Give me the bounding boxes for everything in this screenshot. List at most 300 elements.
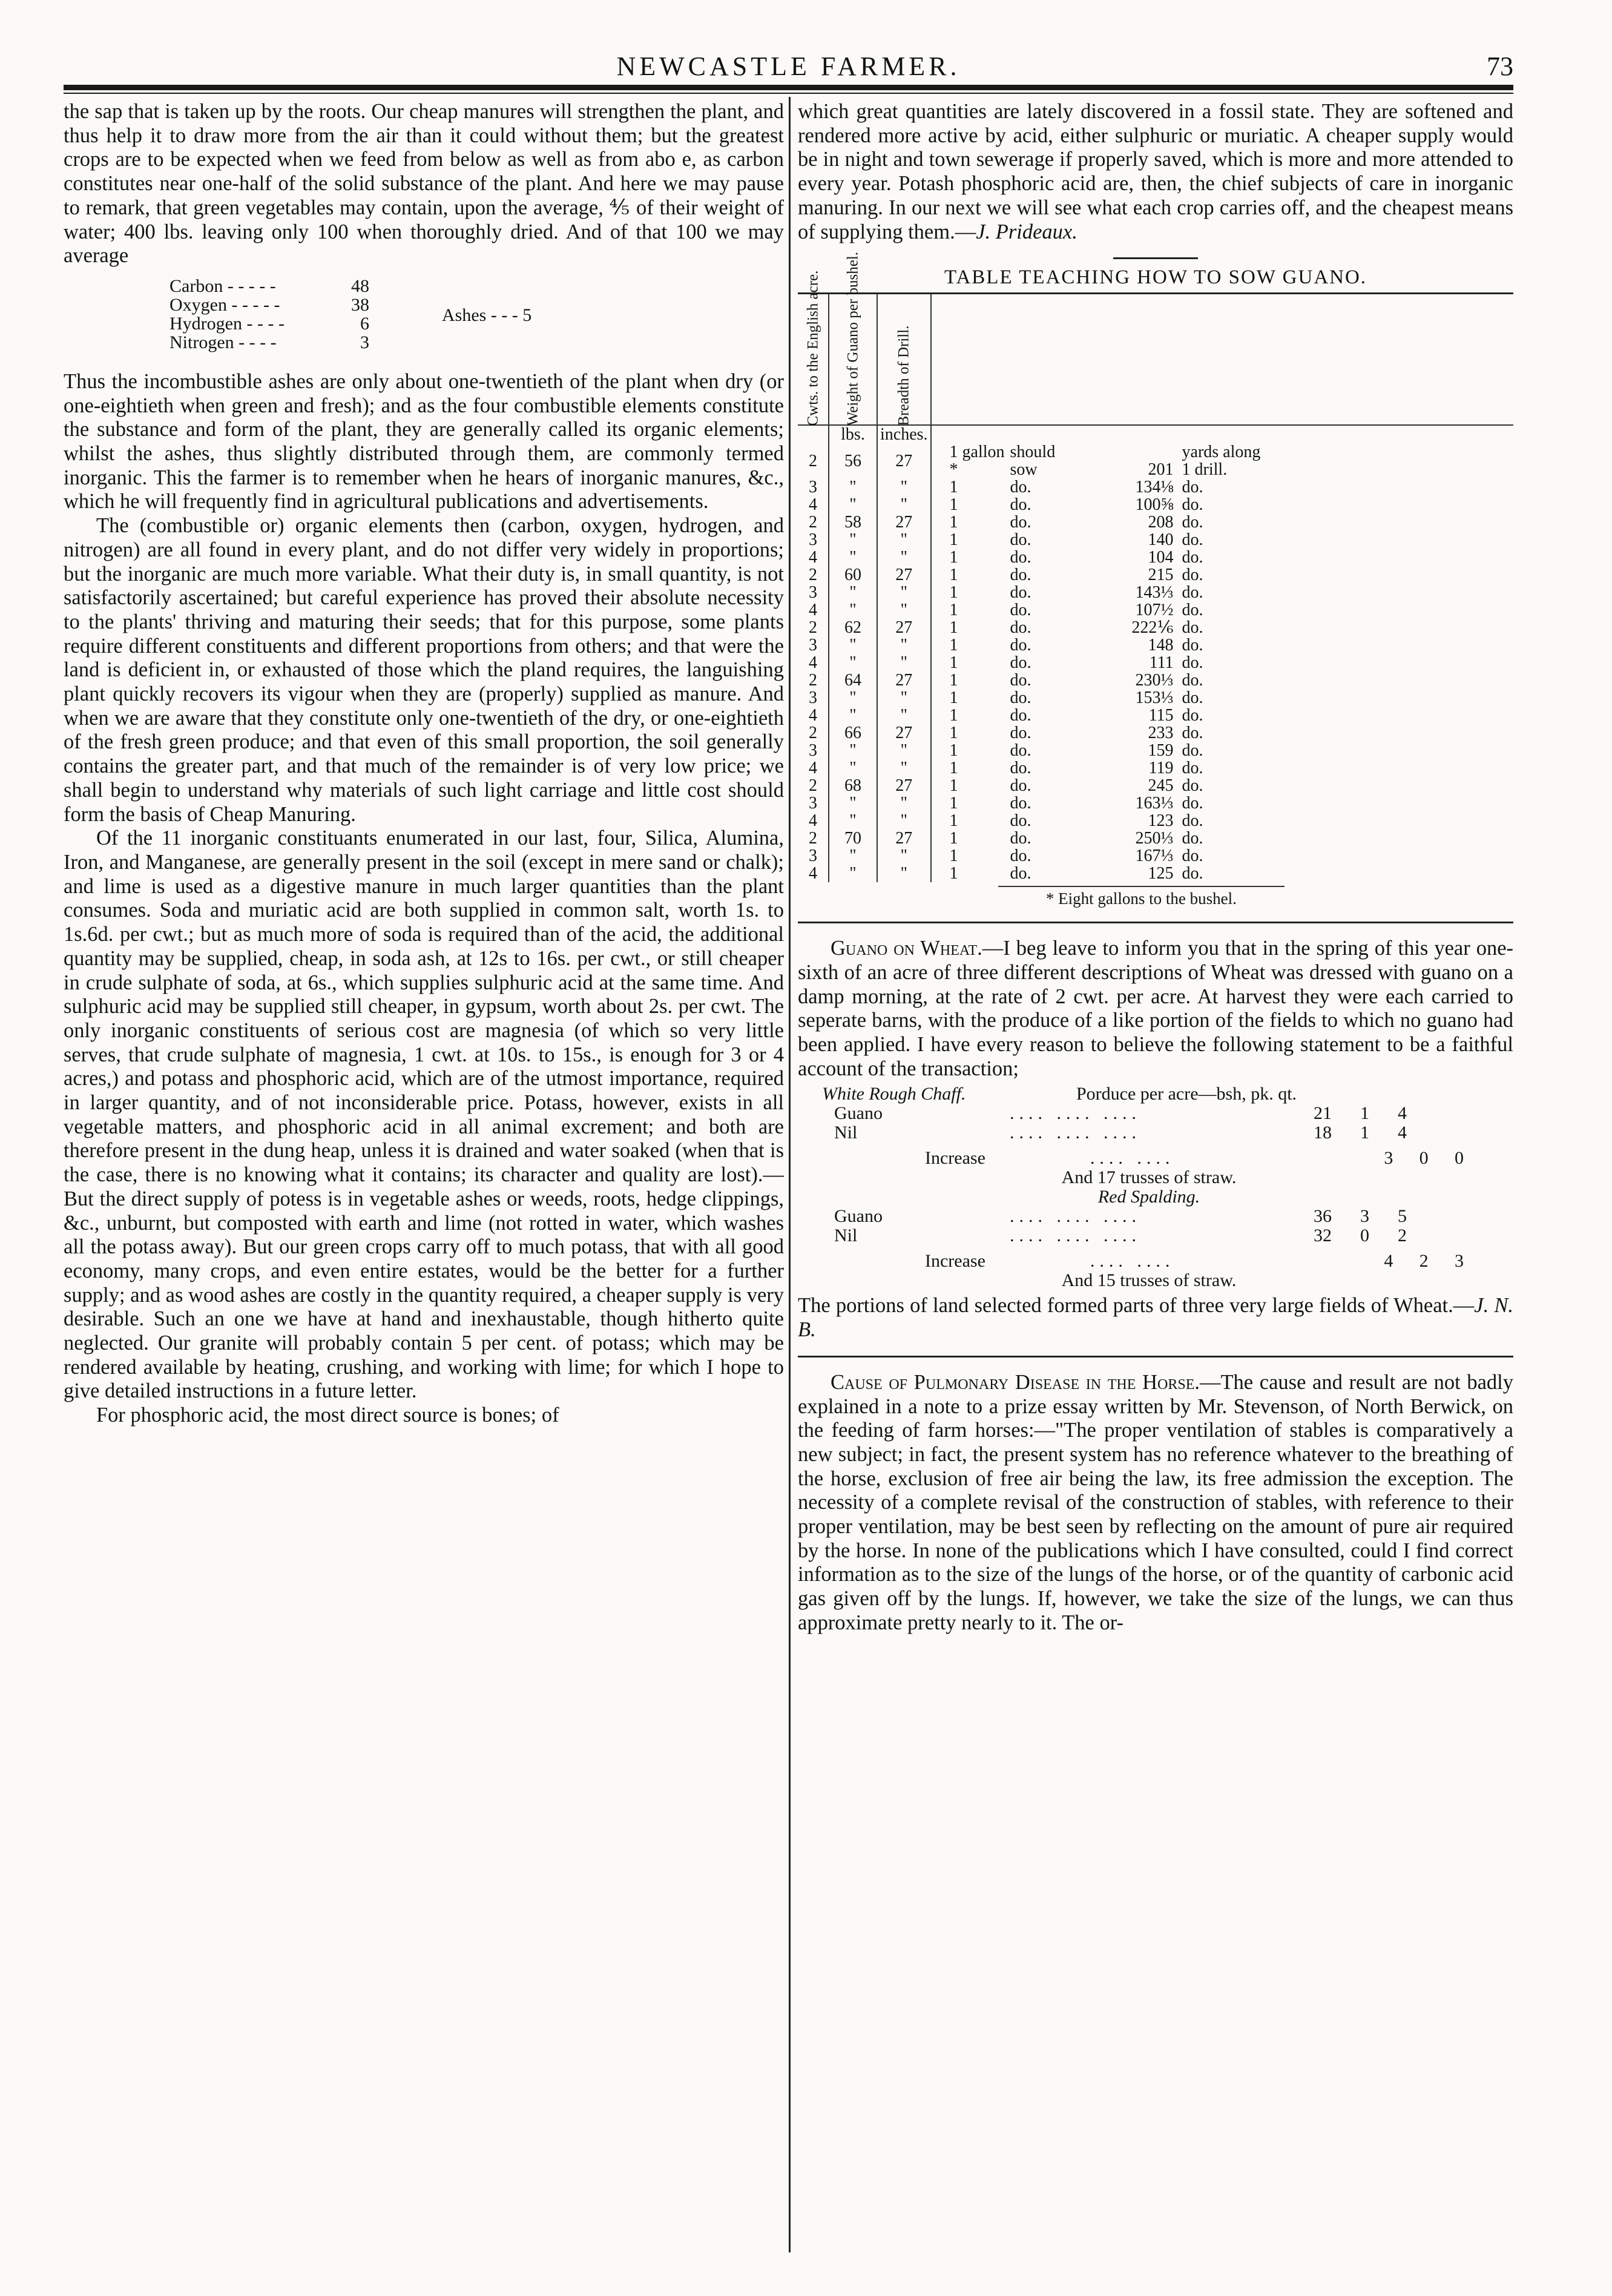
table-row xyxy=(798,847,1513,865)
yield-row xyxy=(834,1104,1464,1123)
breadth-cell: 27 xyxy=(877,513,931,531)
result-cell xyxy=(931,777,1513,794)
straw-note: And 15 trusses of straw. xyxy=(1061,1270,1237,1291)
right-column xyxy=(798,100,1513,2261)
cwt-cell: 4 xyxy=(798,865,829,882)
yield-value: 5 xyxy=(1398,1206,1407,1227)
along-drill: do. xyxy=(1182,706,1203,725)
should-sow: do. xyxy=(1010,513,1031,532)
paragraph-text: —The cause and result are not badly explained in a note to a prize essay written by Mr. Stevenson, of North Berwick, on the feeding of farm horses:—"The proper ventilation of stables is comparatively a new subject; in fact, the present system has no reference whatever to the breathing of the horse, exclusion of free air being the law, its free admission the exception. The necessity of a complete revisal of the construction of stables, with reference to their proper ventilation, may be best seen by reflecting on the amount of pure air required by the horse. In none of the publications which I have consulted, could I find correct information as to the size of the lungs of the horse, or of the quantity of carbonic acid gas given off by the lungs. If, however, we take the size of the lungs, we can thus approximate pretty nearly to it. The or- xyxy=(798,1370,1513,1634)
leader-dots: - - - - xyxy=(239,332,277,352)
element-row xyxy=(169,295,369,314)
element-row xyxy=(169,277,369,295)
gallons: 1 xyxy=(949,776,958,796)
straw-note: And 17 trusses of straw. xyxy=(1061,1167,1237,1188)
along-drill: do. xyxy=(1182,653,1203,673)
gallons: 1 xyxy=(949,741,958,760)
gallons: 1 xyxy=(949,601,958,620)
along-drill: do. xyxy=(1182,671,1203,690)
page-header xyxy=(64,44,1513,87)
element-name: Carbon xyxy=(169,275,223,296)
gallons: 1 xyxy=(949,759,958,778)
yield-value: 1 xyxy=(1360,1103,1369,1124)
along-drill: do. xyxy=(1182,636,1203,655)
yards: 245 xyxy=(1148,776,1174,796)
result-cell xyxy=(931,689,1513,707)
should-sow: do. xyxy=(1010,811,1031,831)
paragraph xyxy=(798,1294,1513,1342)
yards: 250⅓ xyxy=(1135,829,1174,848)
breadth-cell: " xyxy=(877,794,931,812)
leader-dots: .... .... .... xyxy=(1010,1206,1141,1227)
yards: 134⅛ xyxy=(1135,478,1174,497)
yards: 140 xyxy=(1148,530,1174,550)
yards: 107½ xyxy=(1135,601,1174,620)
result-cell xyxy=(931,865,1513,882)
cwt-cell: 2 xyxy=(798,671,829,689)
yards: 201 xyxy=(1148,460,1174,480)
cwt-cell: 4 xyxy=(798,654,829,671)
yards: 100⅝ xyxy=(1135,495,1174,515)
result-cell xyxy=(931,584,1513,601)
table-row xyxy=(798,549,1513,566)
along-drill: do. xyxy=(1182,601,1203,620)
cwt-cell: 3 xyxy=(798,689,829,707)
cwt-cell: 4 xyxy=(798,549,829,566)
cwt-cell: 4 xyxy=(798,759,829,777)
along-drill: do. xyxy=(1182,741,1203,760)
weight-cell: 56 xyxy=(829,443,877,478)
should-sow: do. xyxy=(1010,741,1031,760)
breadth-cell: 27 xyxy=(877,777,931,794)
yield-value: 32 xyxy=(1314,1226,1332,1246)
weight-cell: " xyxy=(829,742,877,759)
should-sow: do. xyxy=(1010,636,1031,655)
should-sow: do. xyxy=(1010,653,1031,673)
element-value: 3 xyxy=(360,332,369,352)
result-cell xyxy=(931,671,1513,689)
yield-row xyxy=(834,1123,1464,1143)
yards: 215 xyxy=(1148,566,1174,585)
along-drill: do. xyxy=(1182,495,1203,515)
yield-value: 36 xyxy=(1314,1206,1332,1227)
breadth-cell: 27 xyxy=(877,671,931,689)
table-row xyxy=(798,777,1513,794)
along-drill: do. xyxy=(1182,759,1203,778)
cwt-cell: 3 xyxy=(798,531,829,549)
page-number: 73 xyxy=(1487,51,1513,81)
increase-value: 0 xyxy=(1454,1148,1464,1169)
result-cell xyxy=(931,496,1513,513)
along-drill: do. xyxy=(1182,618,1203,638)
yards: 230⅓ xyxy=(1135,671,1174,690)
ashes-entry: Ashes - - - 5 xyxy=(442,305,532,325)
yield-table xyxy=(822,1084,1464,1291)
weight-cell: " xyxy=(829,707,877,724)
paragraph-text: The portions of land selected formed parts of three very large fields of Wheat.— xyxy=(798,1294,1475,1318)
gallons: 1 xyxy=(949,548,958,567)
along-drill: do. xyxy=(1182,688,1203,708)
gallons: 1 xyxy=(949,829,958,848)
yards: 163⅓ xyxy=(1135,794,1174,813)
table-row xyxy=(798,707,1513,724)
paragraph-text: which great quantities are lately discovered in a fossil state. They are softened and rendered more active by acid, either sulphuric or muriatic. A cheaper supply would be in night and town sewerage if properly saved, which is more and more attended to every year. Potash phosphoric acid are, then, the chief subjects of care in inorganic manuring. In our next we will see what each crop carries off, and the cheapest means of supplying them.— xyxy=(798,100,1513,243)
result-cell xyxy=(931,619,1513,636)
should-sow: do. xyxy=(1010,618,1031,638)
breadth-cell: " xyxy=(877,742,931,759)
breadth-cell: 27 xyxy=(877,724,931,742)
breadth-cell: " xyxy=(877,549,931,566)
weight-cell: " xyxy=(829,496,877,513)
increase-label: Increase xyxy=(925,1251,985,1272)
breadth-cell: " xyxy=(877,707,931,724)
should-sow: do. xyxy=(1010,846,1031,866)
cwt-cell: 4 xyxy=(798,601,829,619)
leader-dots: .... .... xyxy=(1090,1148,1175,1169)
gallons: 1 xyxy=(949,671,958,690)
cwt-cell: 2 xyxy=(798,566,829,584)
column-divider xyxy=(789,97,791,2252)
paragraph xyxy=(798,937,1513,1081)
along-drill: do. xyxy=(1182,829,1203,848)
gallons: 1 xyxy=(949,495,958,515)
yield-heading: Red Spalding. xyxy=(1097,1187,1200,1207)
weight-cell: " xyxy=(829,478,877,496)
cwt-cell: 3 xyxy=(798,847,829,865)
table-row xyxy=(798,566,1513,584)
along-drill: do. xyxy=(1182,530,1203,550)
yards: 123 xyxy=(1148,811,1174,831)
gallons: 1 xyxy=(949,478,958,497)
table-row xyxy=(798,742,1513,759)
should-sow: do. xyxy=(1010,548,1031,567)
gallons: 1 xyxy=(949,688,958,708)
gallons: 1 xyxy=(949,636,958,655)
weight-cell: 70 xyxy=(829,830,877,847)
table-header: Weight of Guano per bushel. xyxy=(829,294,877,426)
yards: 153⅓ xyxy=(1135,688,1174,708)
element-value: 6 xyxy=(360,313,369,334)
table-row xyxy=(798,636,1513,654)
leader-dots: .... .... xyxy=(1090,1251,1175,1272)
along-drill: do. xyxy=(1182,794,1203,813)
gallons: 1 xyxy=(949,724,958,743)
weight-cell: 60 xyxy=(829,566,877,584)
along-drill: do. xyxy=(1182,548,1203,567)
cwt-cell: 2 xyxy=(798,724,829,742)
weight-cell: " xyxy=(829,531,877,549)
table-row xyxy=(798,478,1513,496)
breadth-cell: 27 xyxy=(877,566,931,584)
weight-cell: " xyxy=(829,759,877,777)
breadth-cell: 27 xyxy=(877,619,931,636)
yield-value: 3 xyxy=(1360,1206,1369,1227)
yield-heading: White Rough Chaff. xyxy=(822,1084,966,1104)
element-name: Hydrogen xyxy=(169,313,242,334)
yield-value: 2 xyxy=(1398,1226,1407,1246)
gallons: 1 xyxy=(949,583,958,602)
cwt-cell: 2 xyxy=(798,619,829,636)
yield-label: Guano xyxy=(834,1206,883,1227)
along-drill: do. xyxy=(1182,478,1203,497)
should-sow: do. xyxy=(1010,724,1031,743)
breadth-cell: 27 xyxy=(877,443,931,478)
gallons: 1 xyxy=(949,811,958,831)
element-row xyxy=(169,333,369,352)
along-drill: do. xyxy=(1182,724,1203,743)
weight-cell: " xyxy=(829,812,877,830)
table-header: Cwts. to the English acre. xyxy=(798,294,829,426)
leader-dots: .... .... .... xyxy=(1010,1103,1141,1124)
yards: 119 xyxy=(1148,759,1174,778)
yards: 167⅓ xyxy=(1135,846,1174,866)
table-row xyxy=(798,865,1513,882)
result-cell xyxy=(931,654,1513,671)
should-sow: do. xyxy=(1010,706,1031,725)
weight-cell: " xyxy=(829,794,877,812)
table-header: Breadth of Drill. xyxy=(877,294,931,426)
should-sow: do. xyxy=(1010,566,1031,585)
table-row xyxy=(798,513,1513,531)
increase-value: 3 xyxy=(1454,1251,1464,1272)
yield-row xyxy=(834,1226,1464,1245)
result-cell xyxy=(931,847,1513,865)
paragraph: For phosphoric acid, the most direct source is bones; of xyxy=(96,1404,559,1427)
gallons: 1 xyxy=(949,706,958,725)
increase-value: 3 xyxy=(1384,1148,1393,1169)
cwt-cell: 2 xyxy=(798,513,829,531)
should-sow: should sow xyxy=(1010,443,1056,480)
gallons: 1 xyxy=(949,618,958,638)
increase-value: 4 xyxy=(1384,1251,1393,1272)
should-sow: do. xyxy=(1010,478,1031,497)
weight-cell: " xyxy=(829,689,877,707)
gallons: 1 xyxy=(949,794,958,813)
weight-cell: " xyxy=(829,865,877,882)
result-cell xyxy=(931,636,1513,654)
result-cell xyxy=(931,742,1513,759)
gallons: 1 gallon * xyxy=(949,443,1005,480)
along-drill: do. xyxy=(1182,864,1203,883)
weight-cell: " xyxy=(829,636,877,654)
article-heading: Cause of Pulmonary Disease in the Horse. xyxy=(831,1370,1200,1394)
table-row xyxy=(798,496,1513,513)
along-drill: do. xyxy=(1182,846,1203,866)
author-signature: J. N. B. xyxy=(798,1294,1513,1342)
cwt-cell: 2 xyxy=(798,443,829,478)
section-rule xyxy=(798,1356,1513,1357)
cwt-cell: 3 xyxy=(798,478,829,496)
weight-cell: " xyxy=(829,549,877,566)
unit-label: lbs. xyxy=(829,425,877,443)
yards: 143⅓ xyxy=(1135,583,1174,602)
increase-value: 0 xyxy=(1419,1148,1429,1169)
yield-value: 18 xyxy=(1314,1123,1332,1143)
gallons: 1 xyxy=(949,530,958,550)
should-sow: do. xyxy=(1010,671,1031,690)
result-cell xyxy=(931,794,1513,812)
should-sow: do. xyxy=(1010,530,1031,550)
result-cell xyxy=(931,812,1513,830)
header-rule xyxy=(64,85,1513,90)
element-value: 48 xyxy=(351,275,369,296)
weight-cell: 66 xyxy=(829,724,877,742)
weight-cell: " xyxy=(829,654,877,671)
breadth-cell: " xyxy=(877,496,931,513)
should-sow: do. xyxy=(1010,495,1031,515)
cwt-cell: 4 xyxy=(798,812,829,830)
breadth-cell: " xyxy=(877,636,931,654)
along-drill: do. xyxy=(1182,583,1203,602)
yards: 233 xyxy=(1148,724,1174,743)
gallons: 1 xyxy=(949,566,958,585)
left-column xyxy=(64,100,784,2261)
paragraph xyxy=(798,100,1513,244)
paragraph-text: —I beg leave to inform you that in the spring of this year one-sixth of an acre of three different descriptions of Wheat was dressed with guano on a damp morning, at the rate of 2 cwt. per acre. At harvest they were each carried to seperate barns, with the produce of a like portion of the fields to which no guano had been applied. I have every reason to believe the following statement to be a faithful account of the transaction; xyxy=(798,937,1513,1080)
yards: 159 xyxy=(1148,741,1174,760)
section-rule xyxy=(1113,257,1198,259)
cwt-cell: 4 xyxy=(798,496,829,513)
author-signature: J. Prideaux. xyxy=(976,220,1077,243)
along-drill: do. xyxy=(1182,811,1203,831)
result-cell xyxy=(931,566,1513,584)
table-row xyxy=(798,584,1513,601)
should-sow: do. xyxy=(1010,688,1031,708)
leader-dots: .... .... .... xyxy=(1010,1226,1141,1246)
yards: 125 xyxy=(1148,864,1174,883)
along-drill: do. xyxy=(1182,513,1203,532)
yield-value: 0 xyxy=(1360,1226,1369,1246)
table-row xyxy=(798,601,1513,619)
table-row xyxy=(798,443,1513,478)
result-cell xyxy=(931,601,1513,619)
yield-label: Nil xyxy=(834,1123,858,1143)
should-sow: do. xyxy=(1010,583,1031,602)
increase-value: 2 xyxy=(1419,1251,1429,1272)
should-sow: do. xyxy=(1010,794,1031,813)
result-cell xyxy=(931,531,1513,549)
element-name: Oxygen xyxy=(169,294,227,315)
along-drill: do. xyxy=(1182,776,1203,796)
result-cell xyxy=(931,707,1513,724)
should-sow: do. xyxy=(1010,776,1031,796)
yield-label: Guano xyxy=(834,1103,883,1124)
weight-cell: 64 xyxy=(829,671,877,689)
increase-label: Increase xyxy=(925,1148,985,1169)
along-drill: yards along 1 drill. xyxy=(1182,443,1261,480)
table-row xyxy=(798,671,1513,689)
leader-dots: .... .... .... xyxy=(1010,1123,1141,1143)
breadth-cell: " xyxy=(877,865,931,882)
cwt-cell: 3 xyxy=(798,794,829,812)
table-row xyxy=(798,759,1513,777)
yards: 148 xyxy=(1148,636,1174,655)
breadth-cell: " xyxy=(877,689,931,707)
result-cell xyxy=(931,759,1513,777)
yield-value: 4 xyxy=(1398,1103,1407,1124)
result-cell xyxy=(931,513,1513,531)
breadth-cell: " xyxy=(877,847,931,865)
yield-value: 4 xyxy=(1398,1123,1407,1143)
yards: 104 xyxy=(1148,548,1174,567)
weight-cell: " xyxy=(829,847,877,865)
table-row xyxy=(798,619,1513,636)
element-row xyxy=(169,314,369,333)
yield-value: 21 xyxy=(1314,1103,1332,1124)
gallons: 1 xyxy=(949,513,958,532)
unit-label xyxy=(798,425,829,443)
table-row xyxy=(798,812,1513,830)
masthead-title: NEWCASTLE FARMER. xyxy=(616,51,961,81)
cwt-cell: 3 xyxy=(798,584,829,601)
breadth-cell: " xyxy=(877,654,931,671)
weight-cell: 58 xyxy=(829,513,877,531)
result-cell xyxy=(931,549,1513,566)
should-sow: do. xyxy=(1010,864,1031,883)
result-cell xyxy=(931,724,1513,742)
along-drill: do. xyxy=(1182,566,1203,585)
breadth-cell: " xyxy=(877,812,931,830)
element-name: Nitrogen xyxy=(169,332,234,352)
table-footnote: * Eight gallons to the bushel. xyxy=(998,886,1285,908)
breadth-cell: " xyxy=(877,478,931,496)
gallons: 1 xyxy=(949,864,958,883)
yards: 111 xyxy=(1149,653,1174,673)
gallons: 1 xyxy=(949,846,958,866)
cwt-cell: 2 xyxy=(798,777,829,794)
table-title: TABLE TEACHING HOW TO SOW GUANO. xyxy=(944,266,1367,289)
header-rule-thin xyxy=(64,93,1513,94)
unit-label: inches. xyxy=(877,425,931,443)
breadth-cell: " xyxy=(877,584,931,601)
cwt-cell: 3 xyxy=(798,742,829,759)
section-rule xyxy=(798,922,1513,923)
result-cell xyxy=(931,478,1513,496)
paragraph: Thus the incombustible ashes are only about one-twentieth of the plant when dry (or one-eightieth when green and fresh); and as the four combustible elements constitute the substance and form of the plant, they are generally called its organic elements; whilst the ashes, thus slightly distributed through them, are commonly termed inorganic. This the farmer is to remember when he hears of inorganic manures, &c., which he will frequently find in agricultural publications and advertisements. xyxy=(64,369,784,513)
should-sow: do. xyxy=(1010,829,1031,848)
should-sow: do. xyxy=(1010,759,1031,778)
result-cell xyxy=(931,443,1513,478)
article-heading: Guano on Wheat. xyxy=(831,937,982,960)
weight-cell: " xyxy=(829,601,877,619)
yield-value: 1 xyxy=(1360,1123,1369,1143)
breadth-cell: " xyxy=(877,601,931,619)
leader-dots: - - - - xyxy=(246,313,285,334)
result-cell xyxy=(931,830,1513,847)
table-row xyxy=(798,689,1513,707)
paragraph: The (combustible or) organic elements then (carbon, oxygen, hydrogen, and nitrogen) are all found in every plant, and do not differ very widely in proportions; but the inorganic are much more variable. What their duty is, in small quantity, is not satisfactorily ascertained; but careful experience has proved their absolute necessity to the plants' thriving and maturing their seeds; that for this purpose, some plants require different constituents and different proportions from others; and that were the land is deficient in, or exhausted of those which the pland requires, the languishing plant quickly recovers its vigour when they are (properly) supplied as manure. And when we are aware that they constitute only one-twentieth of the dry, or one-eightieth of the fresh green produce; and that even of this small proportion, the soil generally contains the greater part, and that much of the remainder is of very low price; we shall begin to understand why materials of such light carriage and little cost should form the basis of Cheap Manuring. xyxy=(64,514,784,826)
table-row xyxy=(798,654,1513,671)
yards: 208 xyxy=(1148,513,1174,532)
breadth-cell: 27 xyxy=(877,830,931,847)
element-value: 38 xyxy=(351,294,369,315)
paragraph: Of the 11 inorganic constituants enumerated in our last, four, Silica, Alumina, Iron, and Manganese, are generally present in the soil (except in mere sand or chalk); and lime is used as a digestive manure in much larger quantities than the plant consumes. Soda and muriatic acid are both supplied in common salt, worth 1s. to 1s.6d. per cwt.; but as much more of soda is required than of the acid, the additional quantity may be supplied, cheap, in soda ash, at 12s to 16s. per cwt., or still cheaper in crude sulphate of soda, at 6s., which supplies sulphuric acid at the same time. And sulphuric acid may be supplied still cheaper, in gypsum, worth about 2s. per cwt. The only inorganic constituents of serious cost are magnesia (of which so very little serves, that crude sulphate of magnesia, 1 cwt. at 10s. to 15s., is enough for 3 or 4 acres,) and potass and phosphoric acid, which are of the utmost importance, required in larger quantity, and of not inconsiderable price. Potass, however, exists in all vegetable matters, and phosphoric acid in all animal excrement; and both are therefore present in the dung heap, unless it is drained and water soaked (when that is the case, there is no knowing what it contains; its character and quality are lost).— But the direct supply of potess is in vegetable ashes or weeds, roots, hedge clippings, &c., unburnt, but composted with earth and lime (not rotted in water, which washes all the potass away). But our green crops carry off to much potass, that with all good economy, many crops, and even entire estates, would be the better for a further supply; and as wood ashes are costly in the quantity required, a cheaper supply is very desirable. Such an one we have at hand and inexhaustable, though hitherto quite neglected. Our granite will probably contain 5 per cent. of potass; which may be rendered available by heating, crushing, and working with lime; for which I hope to give detailed instructions in a future letter. xyxy=(64,826,784,1403)
should-sow: do. xyxy=(1010,601,1031,620)
yards: 222⅙ xyxy=(1131,618,1174,638)
cwt-cell: 4 xyxy=(798,707,829,724)
yield-heading: Porduce per acre—bsh, pk. qt. xyxy=(1076,1084,1297,1104)
leader-dots: - - - - - xyxy=(231,294,280,315)
yield-row xyxy=(834,1207,1464,1226)
cwt-cell: 2 xyxy=(798,830,829,847)
breadth-cell: " xyxy=(877,531,931,549)
cwt-cell: 3 xyxy=(798,636,829,654)
paragraph: the sap that is taken up by the roots. Our cheap manures will strengthen the plant, and thus help it to draw more from the air than it could without them; but the greatest crops are to be expected when we feed from below as well as from abo e, as carbon constitutes near one-half of the solid substance of the plant. And here we may pause to remark, that green vegetables may contain, upon the average, ⅘ of their weight of water; 400 lbs. leaving only 100 when thoroughly dried. And of that 100 we may average xyxy=(64,100,784,268)
weight-cell: " xyxy=(829,584,877,601)
table-header-blank xyxy=(931,294,1513,426)
table-row xyxy=(798,794,1513,812)
yield-label: Nil xyxy=(834,1226,858,1246)
